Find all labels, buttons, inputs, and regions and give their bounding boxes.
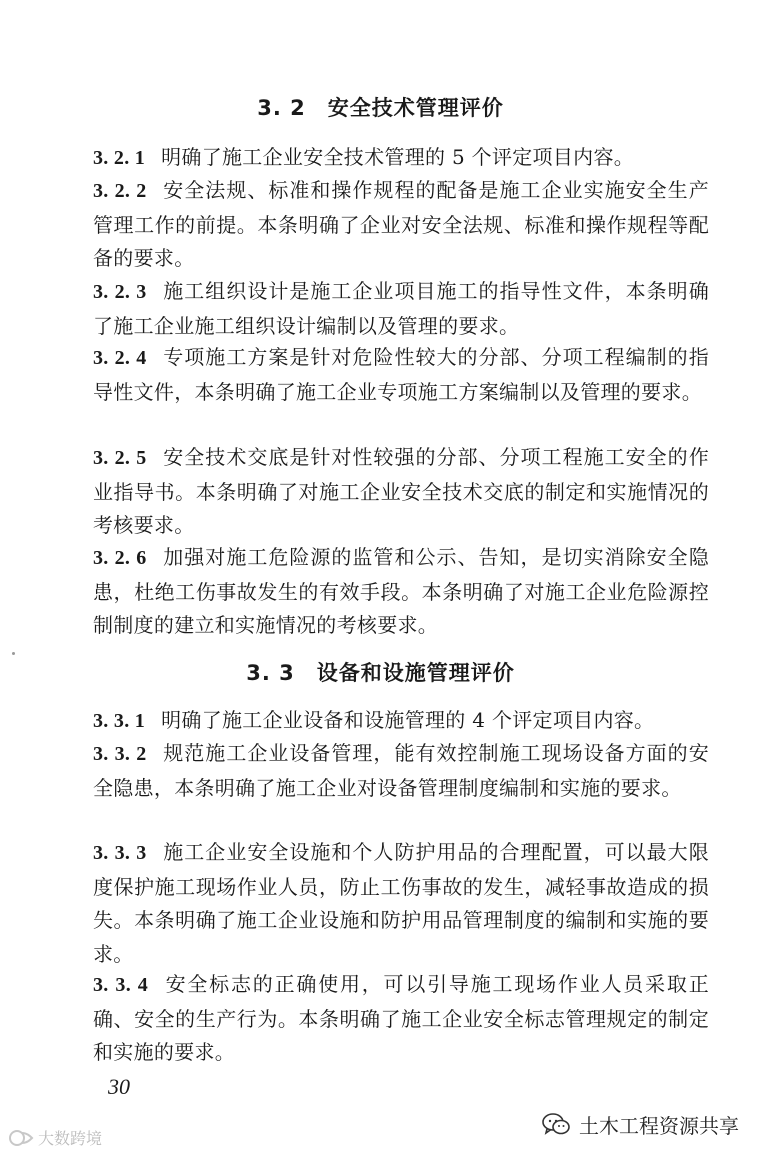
clause-number: 3. 2. 6 [93,547,147,569]
clause-text: 规范施工企业设备管理，能有效控制施工现场设备方面的安全隐患，本条明确了施工企业对设备管理制度编制和实施的要求。 [93,741,709,800]
watermark-left-text: 大数跨境 [38,1129,103,1148]
clause-number: 3. 2. 5 [93,447,147,469]
clause-paragraph [93,541,709,643]
clause-number: 3. 2. 1 [93,147,146,169]
clause-number: 3. 3. 2 [93,743,147,765]
clause-text: 施工企业安全设施和个人防护用品的合理配置，可以最大限度保护施工现场作业人员，防止工伤事故的发生，减轻事故造成的损失。本条明确了施工企业设施和防护用品管理制度的编制和实施的要求。 [93,840,709,966]
clause-number: 3. 3. 3 [93,842,147,864]
clause-number: 3. 3. 1 [93,710,146,732]
clause-text: 安全法规、标准和操作规程的配备是施工企业实施安全生产管理工作的前提。本条明确了企业对安全法规、标准和操作规程等配备的要求。 [93,178,709,270]
clause-text: 加强对施工危险源的监管和公示、告知，是切实消除安全隐患，杜绝工伤事故发生的有效手段。本条明确了对施工企业危险源控制制度的建立和实施情况的考核要求。 [93,545,709,637]
watermark-right [541,1110,739,1139]
clause-number: 3. 2. 2 [93,180,147,202]
clause-text: 明确了施工企业安全技术管理的 5 个评定项目内容。 [161,145,635,169]
clause-paragraph [93,968,709,1070]
wechat-icon [541,1112,571,1138]
section-heading [0,92,761,122]
section-title: 安全技术管理评价 [327,96,504,120]
clause-paragraph [93,174,709,276]
page-number: 30 [108,1074,130,1099]
clause-text: 安全技术交底是针对性较强的分部、分项工程施工安全的作业指导书。本条明确了对施工企业安全技术交底的制定和实施情况的考核要求。 [93,445,709,537]
clause-paragraph [93,275,709,343]
clause-text: 专项施工方案是针对危险性较大的分部、分项工程编制的指导性文件，本条明确了施工企业专项施工方案编制以及管理的要求。 [93,345,709,404]
clause-number: 3. 2. 3 [93,281,147,303]
clause-paragraph [93,836,709,971]
section-number: 3. 2 [257,96,306,120]
watermark-left [8,1126,102,1149]
clause-number: 3. 2. 4 [93,347,147,369]
clause-paragraph [93,341,709,409]
section-title: 设备和设施管理评价 [316,661,515,685]
section-heading [0,657,761,687]
watermark-right-text: 土木工程资源共享 [579,1114,739,1138]
clause-number: 3. 3. 4 [93,974,149,996]
clause-paragraph [93,141,709,176]
brand-logo-icon [8,1129,34,1147]
section-number: 3. 3 [246,661,295,685]
clause-paragraph [93,704,709,739]
clause-paragraph [93,737,709,805]
clause-paragraph [93,441,709,543]
clause-text: 安全标志的正确使用，可以引导施工现场作业人员采取正确、安全的生产行为。本条明确了施工企业安全标志管理规定的制定和实施的要求。 [93,972,709,1064]
scan-speck [12,652,15,655]
clause-text: 明确了施工企业设备和设施管理的 4 个评定项目内容。 [161,708,655,732]
clause-text: 施工组织设计是施工企业项目施工的指导性文件，本条明确了施工企业施工组织设计编制以及管理的要求。 [93,279,709,338]
